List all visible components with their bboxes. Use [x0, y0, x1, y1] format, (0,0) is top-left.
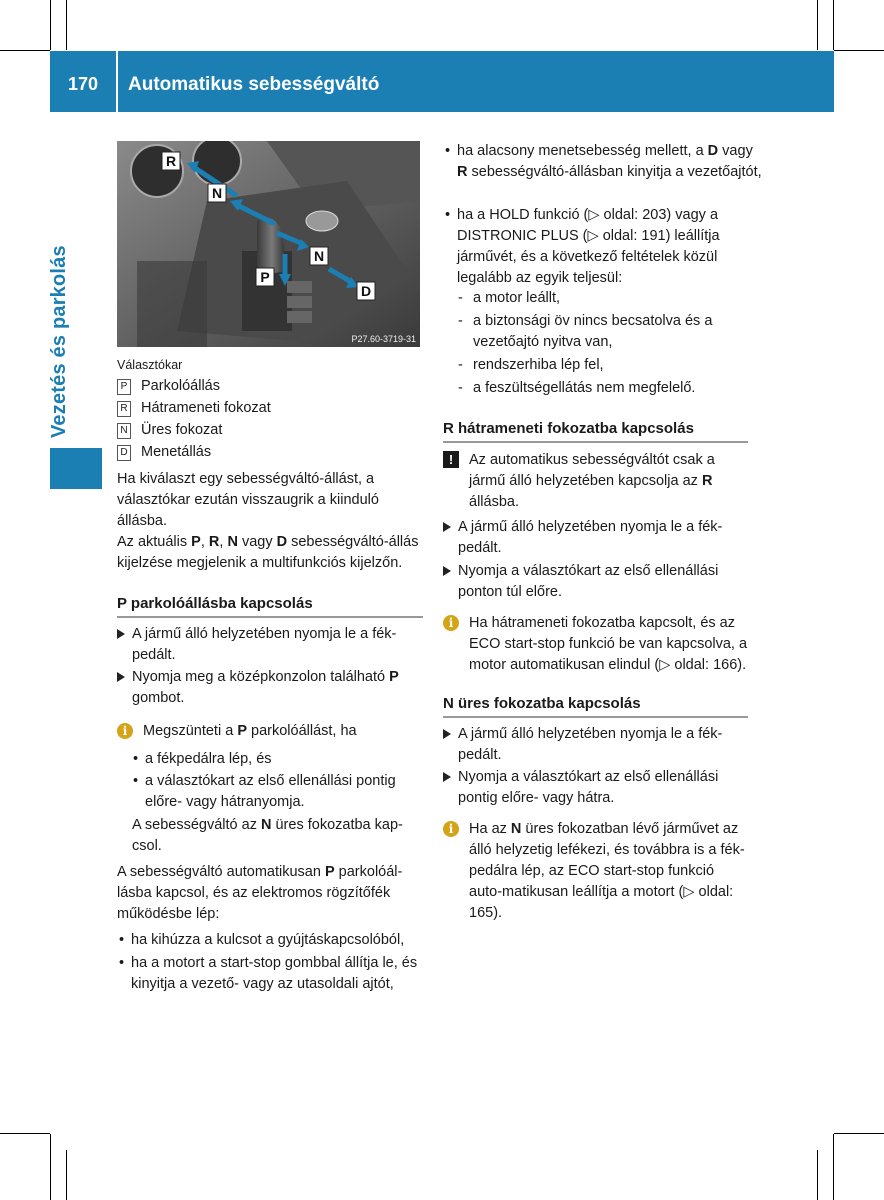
info-note: i Ha hátrameneti fokozatba kapcsolt, és az ECO start-stop funkció be van kapcsolva, a motor automatikusan elindul (▷ oldal: 166). [443, 613, 748, 676]
instruction-step: Nyomja a választókart az első ellenállási ponton túl előre. [443, 561, 748, 603]
list-item: - a motor leállt, [455, 288, 763, 309]
arrow-icon [443, 566, 451, 576]
figure-code: P27.60-3719-31 [351, 334, 416, 344]
section-heading: N üres fokozatba kapcsolás [443, 695, 641, 712]
list-item: - a biztonsági öv nincs becsatolva és a vezetőajtó nyitva van, [455, 311, 763, 353]
paragraph: A sebességváltó az N üres fokozatba kap-csol. [132, 817, 403, 854]
list-item: • ha alacsony menetsebesség mellett, a D vagy R sebességváltó-állásban kinyitja a vezetőajtót, [443, 141, 762, 183]
crop-mark [834, 1133, 884, 1134]
legend-key: R [117, 401, 131, 417]
arrow-icon [443, 729, 451, 739]
info-icon: i [117, 723, 133, 739]
gear-selector-photo [117, 141, 420, 347]
arrow-icon [443, 772, 451, 782]
fig-label-n-lower: N [313, 248, 325, 264]
info-icon: i [443, 821, 459, 837]
arrow-icon [443, 522, 451, 532]
paragraph: Az aktuális P, R, N vagy D sebességváltó-állás kijelzése megjelenik a multifunkciós kijelzőn. [117, 534, 419, 571]
section-rule [117, 616, 423, 618]
info-note: i Megszünteti a P parkolóállást, ha [117, 721, 423, 742]
crop-mark [66, 1150, 67, 1200]
page-title: Automatikus sebességváltó [128, 73, 380, 95]
chapter-label: Vezetés és parkolás [48, 245, 70, 438]
crop-mark [833, 0, 834, 50]
legend-item-n [117, 420, 222, 441]
list-item: • ha a HOLD funkció (▷ oldal: 203) vagy a DISTRONIC PLUS (▷ oldal: 191) leállítja járművét, és a következő feltételek közül legalább az egyik teljesül: [443, 205, 762, 289]
list-item: - a feszültségellátás nem megfelelő. [455, 378, 763, 399]
header-divider [116, 51, 118, 112]
warning-note: ! Az automatikus sebességváltót csak a jármű álló helyzetében kapcsolja az R állásba. [443, 450, 748, 513]
fig-label-p: P [260, 269, 270, 285]
legend-key: N [117, 423, 131, 439]
crop-mark [50, 0, 51, 50]
instruction-step: A jármű álló helyzetében nyomja le a fék-pedált. [443, 517, 748, 559]
crop-mark [817, 0, 818, 50]
instruction-step: A jármű álló helyzetében nyomja le a fék-pedált. [117, 624, 423, 666]
crop-mark [0, 50, 50, 51]
fig-label-n-upper: N [211, 185, 223, 201]
crop-mark [50, 1134, 51, 1200]
list-item: • a fékpedálra lép, és [131, 749, 423, 770]
legend-text: Üres fokozat [141, 422, 223, 438]
arrow-icon [117, 629, 125, 639]
legend-item-p [117, 376, 220, 397]
paragraph: A sebességváltó automatikusan P parkolóál-lásba kapcsol, és az elektromos rögzítőfék működésbe lép: [117, 864, 403, 922]
warning-icon: ! [443, 451, 459, 468]
info-icon: i [443, 615, 459, 631]
list-item: • a választókart az első ellenállási pontig előre- vagy hátranyomja. [131, 771, 423, 813]
instruction-step: Nyomja meg a középkonzolon található P gombot. [117, 667, 423, 709]
legend-text: Menetállás [141, 444, 212, 460]
legend-title: Választókar [117, 358, 183, 372]
legend-text: Parkolóállás [141, 378, 220, 394]
section-rule [443, 441, 748, 443]
crop-mark [66, 0, 67, 50]
crop-mark [833, 1134, 834, 1200]
arrow-icon [117, 672, 125, 682]
crop-mark [834, 50, 884, 51]
legend-item-r [117, 398, 271, 419]
legend-text: Hátrameneti fokozat [141, 400, 271, 416]
instruction-step: Nyomja a választókart az első ellenállási pontig előre- vagy hátra. [443, 767, 748, 809]
section-rule [443, 716, 748, 718]
section-heading: R hátrameneti fokozatba kapcsolás [443, 420, 694, 437]
gear-selector-illustration [117, 141, 420, 347]
list-item: - rendszerhiba lép fel, [455, 355, 763, 376]
fig-label-r: R [165, 153, 177, 169]
chapter-tab [50, 448, 102, 489]
instruction-step: A jármű álló helyzetében nyomja le a fék-pedált. [443, 724, 748, 766]
page-number: 170 [67, 74, 99, 94]
paragraph: Ha kiválaszt egy sebességváltó-állást, a választókar ezután visszaugrik a kiinduló állásba. [117, 471, 379, 529]
legend-item-d [117, 442, 211, 463]
crop-mark [0, 1133, 50, 1134]
section-heading: P parkolóállásba kapcsolás [117, 595, 313, 612]
info-note: i Ha az N üres fokozatban lévő járművet az álló helyzetig lefékezi, és továbbra is a fék-pedálra lép, az ECO start-stop funkció auto-matikusan leállítja a motort (▷ oldal: 165). [443, 819, 748, 924]
crop-mark [817, 1150, 818, 1200]
list-item: • ha a motort a start-stop gombbal állítja le, és kinyitja a vezető- vagy az utasoldali ajtót, [117, 953, 437, 995]
legend-key: D [117, 445, 131, 461]
list-item: • ha kihúzza a kulcsot a gyújtáskapcsolóból, [117, 930, 437, 951]
legend-key: P [117, 379, 131, 395]
fig-label-d: D [360, 283, 372, 299]
